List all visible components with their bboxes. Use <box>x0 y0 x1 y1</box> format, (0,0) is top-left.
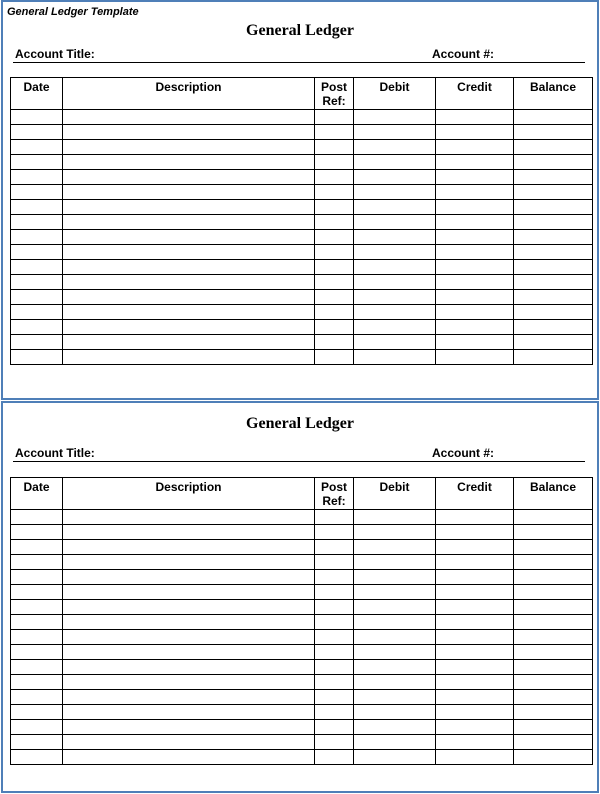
table-row <box>11 525 593 540</box>
cell-date[interactable] <box>11 320 63 335</box>
cell-date[interactable] <box>11 630 63 645</box>
cell-credit[interactable] <box>436 170 514 185</box>
cell-debit[interactable] <box>354 510 436 525</box>
cell-date[interactable] <box>11 720 63 735</box>
cell-debit[interactable] <box>354 335 436 350</box>
col-post-ref-header: Post Ref: <box>315 478 354 510</box>
cell-date[interactable] <box>11 200 63 215</box>
table-row <box>11 170 593 185</box>
table-row <box>11 215 593 230</box>
cell-description[interactable] <box>63 140 315 155</box>
cell-credit[interactable] <box>436 585 514 600</box>
cell-debit[interactable] <box>354 660 436 675</box>
cell-balance[interactable] <box>514 615 593 630</box>
cell-description[interactable] <box>63 275 315 290</box>
cell-description[interactable] <box>63 630 315 645</box>
cell-balance[interactable] <box>514 705 593 720</box>
cell-debit[interactable] <box>354 290 436 305</box>
table-row <box>11 735 593 750</box>
cell-date[interactable] <box>11 335 63 350</box>
header-row <box>11 478 593 510</box>
col-debit-header: Debit <box>354 478 436 510</box>
col-credit-header: Credit <box>436 478 514 510</box>
table-row <box>11 140 593 155</box>
cell-debit[interactable] <box>354 675 436 690</box>
cell-credit[interactable] <box>436 750 514 765</box>
cell-post-ref[interactable] <box>315 630 354 645</box>
cell-description[interactable] <box>63 615 315 630</box>
cell-description[interactable] <box>63 320 315 335</box>
cell-description[interactable] <box>63 290 315 305</box>
table-row <box>11 245 593 260</box>
cell-post-ref[interactable] <box>315 585 354 600</box>
cell-post-ref[interactable] <box>315 245 354 260</box>
cell-date[interactable] <box>11 155 63 170</box>
table-row <box>11 540 593 555</box>
cell-description[interactable] <box>63 125 315 140</box>
cell-description[interactable] <box>63 350 315 365</box>
cell-balance[interactable] <box>514 660 593 675</box>
cell-date[interactable] <box>11 705 63 720</box>
cell-post-ref[interactable] <box>315 750 354 765</box>
cell-balance[interactable] <box>514 645 593 660</box>
cell-balance[interactable] <box>514 335 593 350</box>
table-row <box>11 510 593 525</box>
cell-post-ref[interactable] <box>315 125 354 140</box>
cell-date[interactable] <box>11 750 63 765</box>
cell-credit[interactable] <box>436 275 514 290</box>
cell-balance[interactable] <box>514 720 593 735</box>
cell-description[interactable] <box>63 525 315 540</box>
table-row <box>11 645 593 660</box>
cell-balance[interactable] <box>514 215 593 230</box>
table-row <box>11 125 593 140</box>
cell-debit[interactable] <box>354 275 436 290</box>
cell-debit[interactable] <box>354 600 436 615</box>
cell-balance[interactable] <box>514 125 593 140</box>
cell-credit[interactable] <box>436 350 514 365</box>
cell-credit[interactable] <box>436 540 514 555</box>
cell-description[interactable] <box>63 185 315 200</box>
cell-date[interactable] <box>11 600 63 615</box>
cell-description[interactable] <box>63 660 315 675</box>
account-line <box>13 47 585 63</box>
cell-balance[interactable] <box>514 585 593 600</box>
cell-credit[interactable] <box>436 615 514 630</box>
cell-post-ref[interactable] <box>315 525 354 540</box>
cell-post-ref[interactable] <box>315 705 354 720</box>
cell-balance[interactable] <box>514 275 593 290</box>
cell-credit[interactable] <box>436 110 514 125</box>
cell-debit[interactable] <box>354 540 436 555</box>
cell-credit[interactable] <box>436 510 514 525</box>
cell-credit[interactable] <box>436 675 514 690</box>
cell-balance[interactable] <box>514 555 593 570</box>
table-row <box>11 600 593 615</box>
cell-balance[interactable] <box>514 350 593 365</box>
cell-date[interactable] <box>11 540 63 555</box>
cell-post-ref[interactable] <box>315 600 354 615</box>
cell-description[interactable] <box>63 585 315 600</box>
table-row <box>11 320 593 335</box>
col-balance-header: Balance <box>514 78 593 110</box>
cell-credit[interactable] <box>436 525 514 540</box>
cell-credit[interactable] <box>436 320 514 335</box>
cell-credit[interactable] <box>436 140 514 155</box>
cell-date[interactable] <box>11 585 63 600</box>
cell-date[interactable] <box>11 525 63 540</box>
cell-description[interactable] <box>63 570 315 585</box>
col-date-header: Date <box>11 78 63 110</box>
cell-post-ref[interactable] <box>315 215 354 230</box>
cell-post-ref[interactable] <box>315 305 354 320</box>
cell-date[interactable] <box>11 350 63 365</box>
account-number-label: Account #: <box>432 446 495 460</box>
cell-credit[interactable] <box>436 305 514 320</box>
cell-balance[interactable] <box>514 510 593 525</box>
cell-post-ref[interactable] <box>315 260 354 275</box>
col-description-header: Description <box>63 478 315 510</box>
cell-debit[interactable] <box>354 200 436 215</box>
cell-credit[interactable] <box>436 555 514 570</box>
cell-balance[interactable] <box>514 305 593 320</box>
cell-debit[interactable] <box>354 720 436 735</box>
cell-description[interactable] <box>63 260 315 275</box>
cell-date[interactable] <box>11 690 63 705</box>
cell-debit[interactable] <box>354 735 436 750</box>
table-row <box>11 660 593 675</box>
cell-description[interactable] <box>63 200 315 215</box>
cell-description[interactable] <box>63 720 315 735</box>
table-row <box>11 290 593 305</box>
cell-date[interactable] <box>11 290 63 305</box>
cell-credit[interactable] <box>436 705 514 720</box>
cell-post-ref[interactable] <box>315 200 354 215</box>
cell-post-ref[interactable] <box>315 290 354 305</box>
col-balance-header: Balance <box>514 478 593 510</box>
cell-description[interactable] <box>63 245 315 260</box>
table-row <box>11 350 593 365</box>
cell-balance[interactable] <box>514 540 593 555</box>
cell-debit[interactable] <box>354 555 436 570</box>
cell-credit[interactable] <box>436 735 514 750</box>
cell-post-ref[interactable] <box>315 540 354 555</box>
cell-credit[interactable] <box>436 185 514 200</box>
cell-balance[interactable] <box>514 600 593 615</box>
cell-post-ref[interactable] <box>315 570 354 585</box>
cell-description[interactable] <box>63 110 315 125</box>
cell-post-ref[interactable] <box>315 140 354 155</box>
cell-debit[interactable] <box>354 125 436 140</box>
cell-date[interactable] <box>11 660 63 675</box>
cell-credit[interactable] <box>436 260 514 275</box>
cell-balance[interactable] <box>514 230 593 245</box>
cell-post-ref[interactable] <box>315 275 354 290</box>
cell-credit[interactable] <box>436 155 514 170</box>
cell-post-ref[interactable] <box>315 675 354 690</box>
cell-credit[interactable] <box>436 230 514 245</box>
cell-balance[interactable] <box>514 170 593 185</box>
cell-debit[interactable] <box>354 320 436 335</box>
cell-post-ref[interactable] <box>315 690 354 705</box>
cell-description[interactable] <box>63 305 315 320</box>
table-row <box>11 570 593 585</box>
cell-debit[interactable] <box>354 705 436 720</box>
cell-debit[interactable] <box>354 525 436 540</box>
cell-date[interactable] <box>11 125 63 140</box>
cell-credit[interactable] <box>436 290 514 305</box>
table-row <box>11 615 593 630</box>
cell-date[interactable] <box>11 510 63 525</box>
cell-post-ref[interactable] <box>315 320 354 335</box>
ledger-page-bottom <box>1 401 599 793</box>
cell-credit[interactable] <box>436 690 514 705</box>
cell-credit[interactable] <box>436 720 514 735</box>
account-title-label: Account Title: <box>15 446 95 460</box>
cell-balance[interactable] <box>514 525 593 540</box>
cell-post-ref[interactable] <box>315 230 354 245</box>
cell-debit[interactable] <box>354 585 436 600</box>
table-row <box>11 675 593 690</box>
cell-date[interactable] <box>11 140 63 155</box>
cell-debit[interactable] <box>354 690 436 705</box>
cell-credit[interactable] <box>436 645 514 660</box>
cell-debit[interactable] <box>354 615 436 630</box>
col-description-header: Description <box>63 78 315 110</box>
cell-balance[interactable] <box>514 185 593 200</box>
cell-post-ref[interactable] <box>315 735 354 750</box>
cell-date[interactable] <box>11 645 63 660</box>
cell-balance[interactable] <box>514 245 593 260</box>
cell-date[interactable] <box>11 675 63 690</box>
account-number-label: Account #: <box>432 47 495 61</box>
account-title-label: Account Title: <box>15 47 95 61</box>
cell-post-ref[interactable] <box>315 555 354 570</box>
cell-date[interactable] <box>11 185 63 200</box>
cell-balance[interactable] <box>514 320 593 335</box>
cell-date[interactable] <box>11 555 63 570</box>
table-row <box>11 335 593 350</box>
table-row <box>11 155 593 170</box>
table-row <box>11 705 593 720</box>
cell-date[interactable] <box>11 215 63 230</box>
ledger-title: General Ledger <box>246 22 354 39</box>
table-row <box>11 200 593 215</box>
cell-credit[interactable] <box>436 660 514 675</box>
cell-date[interactable] <box>11 735 63 750</box>
cell-description[interactable] <box>63 675 315 690</box>
cell-debit[interactable] <box>354 185 436 200</box>
col-post-ref-header: Post Ref: <box>315 78 354 110</box>
cell-post-ref[interactable] <box>315 110 354 125</box>
cell-balance[interactable] <box>514 140 593 155</box>
cell-balance[interactable] <box>514 155 593 170</box>
cell-date[interactable] <box>11 305 63 320</box>
cell-date[interactable] <box>11 275 63 290</box>
cell-date[interactable] <box>11 110 63 125</box>
cell-debit[interactable] <box>354 140 436 155</box>
cell-debit[interactable] <box>354 350 436 365</box>
cell-balance[interactable] <box>514 630 593 645</box>
cell-description[interactable] <box>63 215 315 230</box>
cell-post-ref[interactable] <box>315 645 354 660</box>
table-row <box>11 630 593 645</box>
cell-description[interactable] <box>63 540 315 555</box>
cell-post-ref[interactable] <box>315 185 354 200</box>
cell-credit[interactable] <box>436 335 514 350</box>
table-row <box>11 555 593 570</box>
account-line <box>13 446 585 462</box>
cell-description[interactable] <box>63 600 315 615</box>
cell-date[interactable] <box>11 230 63 245</box>
cell-credit[interactable] <box>436 245 514 260</box>
cell-balance[interactable] <box>514 200 593 215</box>
table-row <box>11 585 593 600</box>
cell-description[interactable] <box>63 510 315 525</box>
cell-debit[interactable] <box>354 155 436 170</box>
cell-post-ref[interactable] <box>315 615 354 630</box>
cell-credit[interactable] <box>436 570 514 585</box>
col-debit-header: Debit <box>354 78 436 110</box>
cell-debit[interactable] <box>354 260 436 275</box>
cell-debit[interactable] <box>354 570 436 585</box>
cell-debit[interactable] <box>354 750 436 765</box>
cell-description[interactable] <box>63 645 315 660</box>
ledger-title: General Ledger <box>246 415 354 432</box>
cell-description[interactable] <box>63 155 315 170</box>
ledger-page-top <box>1 0 599 400</box>
table-row <box>11 690 593 705</box>
cell-debit[interactable] <box>354 245 436 260</box>
cell-debit[interactable] <box>354 215 436 230</box>
cell-debit[interactable] <box>354 170 436 185</box>
table-row <box>11 305 593 320</box>
cell-description[interactable] <box>63 170 315 185</box>
table-row <box>11 230 593 245</box>
cell-date[interactable] <box>11 615 63 630</box>
table-row <box>11 260 593 275</box>
cell-description[interactable] <box>63 335 315 350</box>
cell-post-ref[interactable] <box>315 170 354 185</box>
cell-post-ref[interactable] <box>315 350 354 365</box>
cell-post-ref[interactable] <box>315 720 354 735</box>
col-credit-header: Credit <box>436 78 514 110</box>
cell-balance[interactable] <box>514 675 593 690</box>
col-date-header: Date <box>11 478 63 510</box>
cell-description[interactable] <box>63 735 315 750</box>
cell-balance[interactable] <box>514 290 593 305</box>
cell-debit[interactable] <box>354 305 436 320</box>
cell-description[interactable] <box>63 690 315 705</box>
cell-debit[interactable] <box>354 630 436 645</box>
cell-debit[interactable] <box>354 230 436 245</box>
cell-date[interactable] <box>11 245 63 260</box>
cell-balance[interactable] <box>514 750 593 765</box>
cell-date[interactable] <box>11 570 63 585</box>
cell-debit[interactable] <box>354 645 436 660</box>
cell-credit[interactable] <box>436 600 514 615</box>
cell-description[interactable] <box>63 230 315 245</box>
cell-credit[interactable] <box>436 125 514 140</box>
cell-post-ref[interactable] <box>315 510 354 525</box>
cell-balance[interactable] <box>514 690 593 705</box>
table-row <box>11 275 593 290</box>
cell-description[interactable] <box>63 705 315 720</box>
table-row <box>11 110 593 125</box>
cell-description[interactable] <box>63 750 315 765</box>
table-row <box>11 185 593 200</box>
header-row <box>11 78 593 110</box>
cell-balance[interactable] <box>514 260 593 275</box>
cell-balance[interactable] <box>514 570 593 585</box>
cell-date[interactable] <box>11 170 63 185</box>
cell-balance[interactable] <box>514 735 593 750</box>
cell-credit[interactable] <box>436 630 514 645</box>
cell-post-ref[interactable] <box>315 335 354 350</box>
table-row <box>11 750 593 765</box>
cell-debit[interactable] <box>354 110 436 125</box>
ledger-table <box>10 77 593 365</box>
cell-credit[interactable] <box>436 215 514 230</box>
cell-balance[interactable] <box>514 110 593 125</box>
table-row <box>11 720 593 735</box>
cell-post-ref[interactable] <box>315 155 354 170</box>
cell-date[interactable] <box>11 260 63 275</box>
cell-post-ref[interactable] <box>315 660 354 675</box>
cell-description[interactable] <box>63 555 315 570</box>
ledger-table <box>10 477 593 765</box>
cell-credit[interactable] <box>436 200 514 215</box>
template-label: General Ledger Template <box>7 6 139 18</box>
